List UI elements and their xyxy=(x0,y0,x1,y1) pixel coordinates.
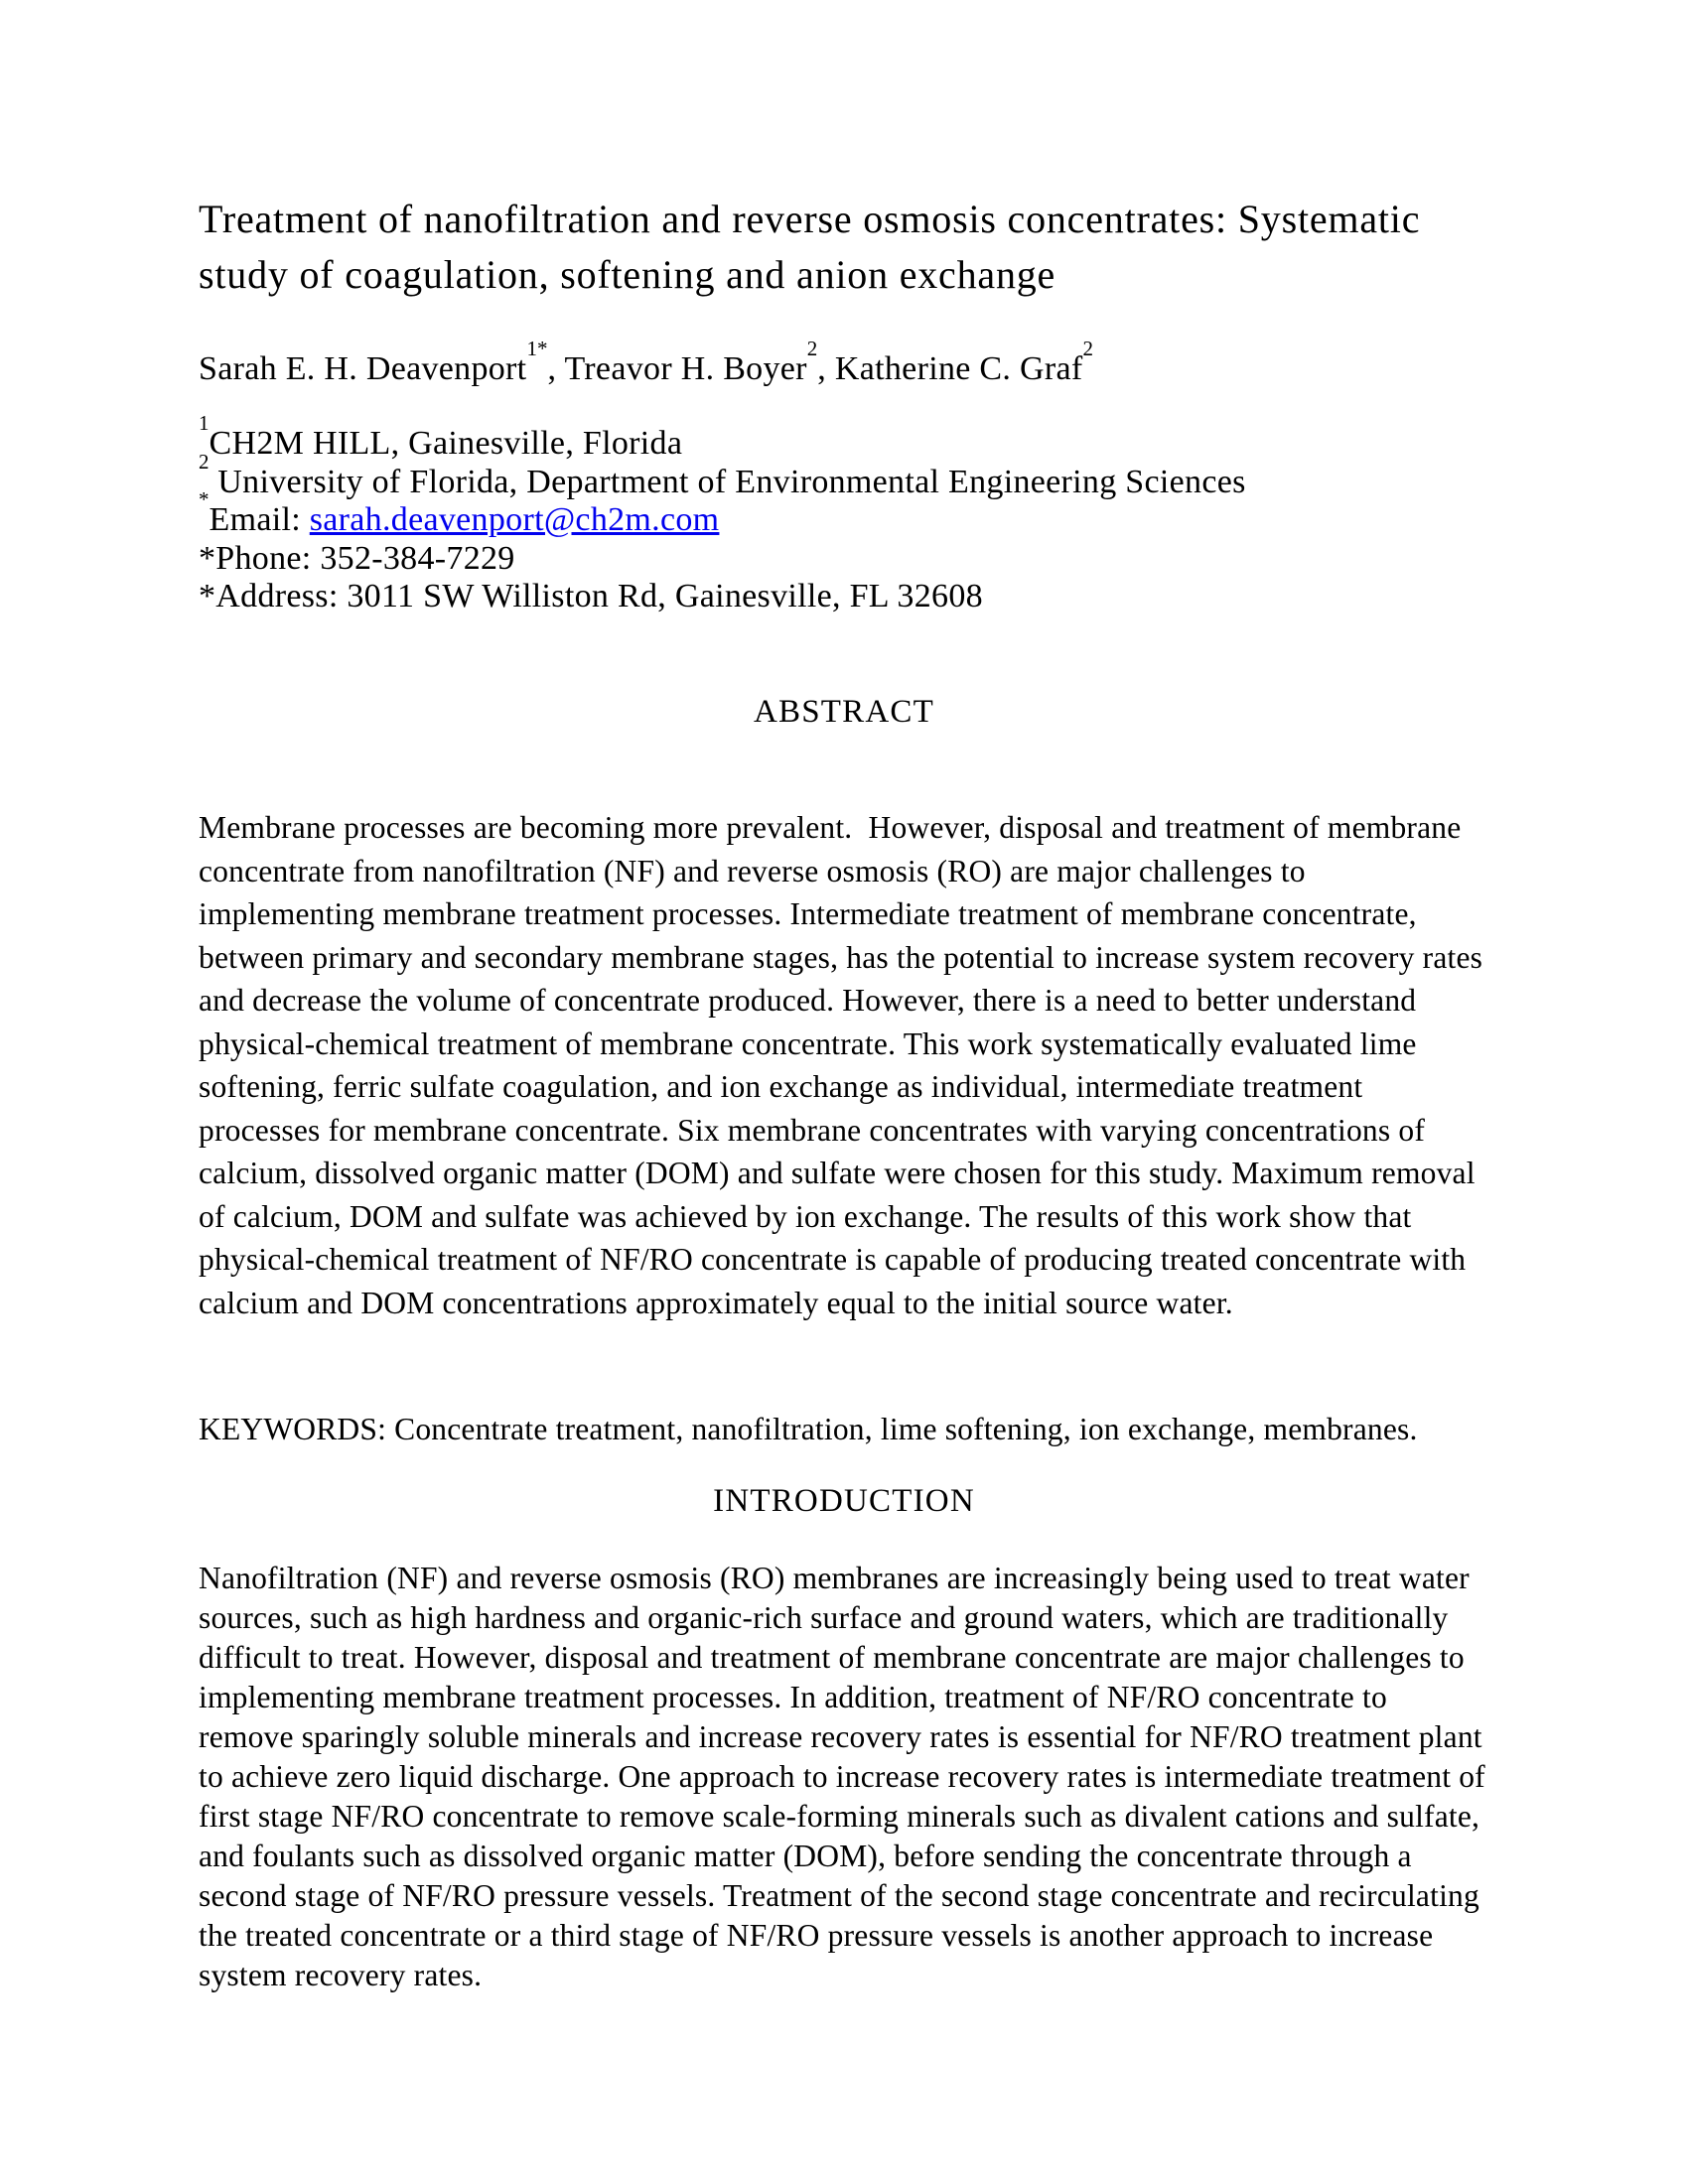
affiliation-1-text: CH2M HILL, Gainesville, Florida xyxy=(209,425,683,462)
paper-title: Treatment of nanofiltration and reverse osmosis concentrates: Systematic study of coagulation, softening and anion exchange xyxy=(199,197,1421,297)
abstract-heading: ABSTRACT xyxy=(754,694,934,730)
author-2-name: Treavor H. Boyer xyxy=(564,350,807,387)
introduction-heading: INTRODUCTION xyxy=(713,1483,975,1519)
email-label: Email: xyxy=(209,501,310,538)
email-link[interactable]: sarah.deavenport@ch2m.com xyxy=(309,501,720,538)
email-line xyxy=(199,487,1549,540)
affiliation-1 xyxy=(199,411,1549,464)
affiliation-1-marker: 1 xyxy=(199,411,210,436)
author-1-name: Sarah E. H. Deavenport xyxy=(199,350,527,387)
affiliation-2-marker: 2 xyxy=(199,449,210,474)
author-3-name: Katherine C. Graf xyxy=(834,350,1083,387)
author-3-affiliation-marker: 2 xyxy=(1082,337,1093,361)
affiliation-2 xyxy=(199,449,1549,502)
author-separator: , xyxy=(817,350,835,387)
abstract-paragraph: Membrane processes are becoming more prevalent. However, disposal and treatment of membrane concentrate from nanofiltration (NF) and reverse osmosis (RO) are major challenges to implementing membrane treatment processes. Intermediate treatment of membrane concentrate, between primary and secondary membrane stages, has the potential to increase system recovery rates and decrease the volume of concentrate produced. However, there is a need to better understand physical-chemical treatment of membrane concentrate. This work systematically evaluated lime softening, ferric sulfate coagulation, and ion exchange as individual, intermediate treatment processes for membrane concentrate. Six membrane concentrates with varying concentrations of calcium, dissolved organic matter (DOM) and sulfate were chosen for this study. Maximum removal of calcium, DOM and sulfate was achieved by ion exchange. The results of this work show that physical-chemical treatment of NF/RO concentrate is capable of producing treated concentrate with calcium and DOM concentrations approximately equal to the initial source water. xyxy=(199,810,1491,1320)
email-asterisk-marker: * xyxy=(199,487,210,512)
author-separator: , xyxy=(547,350,565,387)
introduction-paragraph: Nanofiltration (NF) and reverse osmosis (RO) membranes are increasingly being used to treat water sources, such as high hardness and organic-rich surface and ground waters, which are traditionally difficult to treat. However, disposal and treatment of membrane concentrate are major challenges to implementing membrane treatment processes. In addition, treatment of NF/RO concentrate to remove sparingly soluble minerals and increase recovery rates is essential for NF/RO treatment plant to achieve zero liquid discharge. One approach to increase recovery rates is intermediate treatment of first stage NF/RO concentrate to remove scale-forming minerals such as divalent cations and sulfate, and foulants such as dissolved organic matter (DOM), before sending the concentrate through a second stage of NF/RO pressure vessels. Treatment of the second stage concentrate and recirculating the treated concentrate or a third stage of NF/RO pressure vessels is another approach to increase system recovery rates. xyxy=(199,1561,1493,1992)
keywords-line: KEYWORDS: Concentrate treatment, nanofiltration, lime softening, ion exchange, membranes. xyxy=(199,1412,1418,1446)
phone-line: *Phone: 352-384-7229 xyxy=(199,539,515,577)
address-line: *Address: 3011 SW Williston Rd, Gainesville, FL 32608 xyxy=(199,578,983,614)
author-line xyxy=(199,337,1499,389)
affiliations-block xyxy=(199,411,1549,616)
affiliation-2-text: University of Florida, Department of Environmental Engineering Sciences xyxy=(209,463,1246,500)
author-2-affiliation-marker: 2 xyxy=(806,337,818,361)
author-1-affiliation-marker: 1* xyxy=(526,337,548,361)
